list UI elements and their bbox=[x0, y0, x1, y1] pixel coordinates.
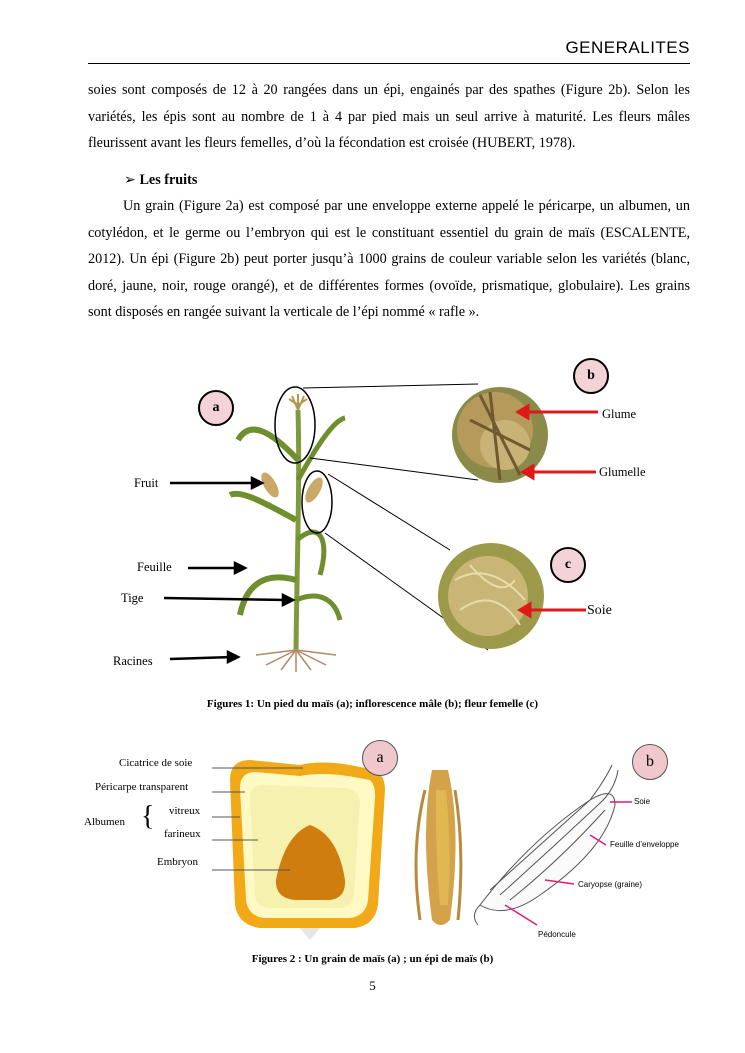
ear-label-caryopse: Caryopse (graine) bbox=[578, 880, 643, 889]
label-feuille: Feuille bbox=[137, 560, 172, 574]
label-glume: Glume bbox=[602, 407, 637, 421]
label-tige: Tige bbox=[121, 591, 144, 605]
running-header: GENERALITES bbox=[565, 38, 690, 57]
subheading-text: Les fruits bbox=[139, 172, 198, 188]
page-number: 5 bbox=[369, 978, 376, 993]
figure-1-badge-c: c bbox=[550, 547, 586, 583]
figure-2-caption: Figures 2 : Un grain de maïs (a) ; un épi de maïs (b) bbox=[251, 953, 494, 965]
label-fruit: Fruit bbox=[134, 476, 159, 490]
paragraph-1-text: soies sont composés de 12 à 20 rangées dans un épi, engainés par des spathes (Figure 2b). Selon les variétés, les épis sont au nombre de 1 à 4 par pied mais un seul arrive à maturité. Les fleurs mâles fleurissent avant les fleurs femelles, d’où la fécondation est croisée (HUBERT, 1978). bbox=[88, 82, 690, 152]
corn-ear-photo bbox=[416, 770, 461, 925]
figure-2-badge-a: a bbox=[362, 740, 398, 776]
label-soie: Soie bbox=[587, 603, 612, 618]
figure-2-badge-b: b bbox=[632, 744, 668, 780]
label-farineux: farineux bbox=[164, 828, 201, 840]
ear-label-feuille: Feuille d’enveloppe bbox=[610, 840, 679, 849]
label-albumen: Albumen bbox=[84, 816, 125, 828]
label-cicatrice-de-soie: Cicatrice de soie bbox=[119, 757, 193, 769]
kernel-cross-section bbox=[230, 760, 385, 940]
arrow-bullet-icon: ➢ bbox=[124, 172, 136, 188]
brace-icon: { bbox=[141, 801, 155, 832]
figure-1-badge-a: a bbox=[198, 390, 234, 426]
label-vitreux: vitreux bbox=[169, 805, 201, 817]
figure-1-badge-b: b bbox=[573, 358, 609, 394]
figure-1-caption: Figures 1: Un pied du maïs (a); inflorescence mâle (b); fleur femelle (c) bbox=[206, 698, 539, 710]
label-pericarpe: Péricarpe transparent bbox=[95, 781, 189, 793]
ear-label-pedoncule: Pédoncule bbox=[538, 930, 576, 939]
corn-ear-drawing bbox=[474, 765, 618, 925]
label-racines: Racines bbox=[113, 654, 153, 668]
paragraph-2-text: Un grain (Figure 2a) est composé par une enveloppe externe appelé le péricarpe, un albumen, un cotylédon, et le germe ou l’embryon qui est le constituant essentiel du grain de maïs (ESCALENTE, 2012). Un épi (Figure 2b) peut porter jusqu’à 1000 grains de couleur variable selon les variétés (blanc, doré, jaune, noir, rouge orangé), et de différentes formes (ovoïde, prismatique, globulaire). Les grains sont disposés en rangée suivant la verticale de l’épi nommé « rafle ». bbox=[88, 198, 690, 321]
label-glumelle: Glumelle bbox=[599, 465, 646, 479]
label-embryon: Embryon bbox=[157, 856, 198, 868]
ear-label-soie: Soie bbox=[634, 797, 651, 806]
